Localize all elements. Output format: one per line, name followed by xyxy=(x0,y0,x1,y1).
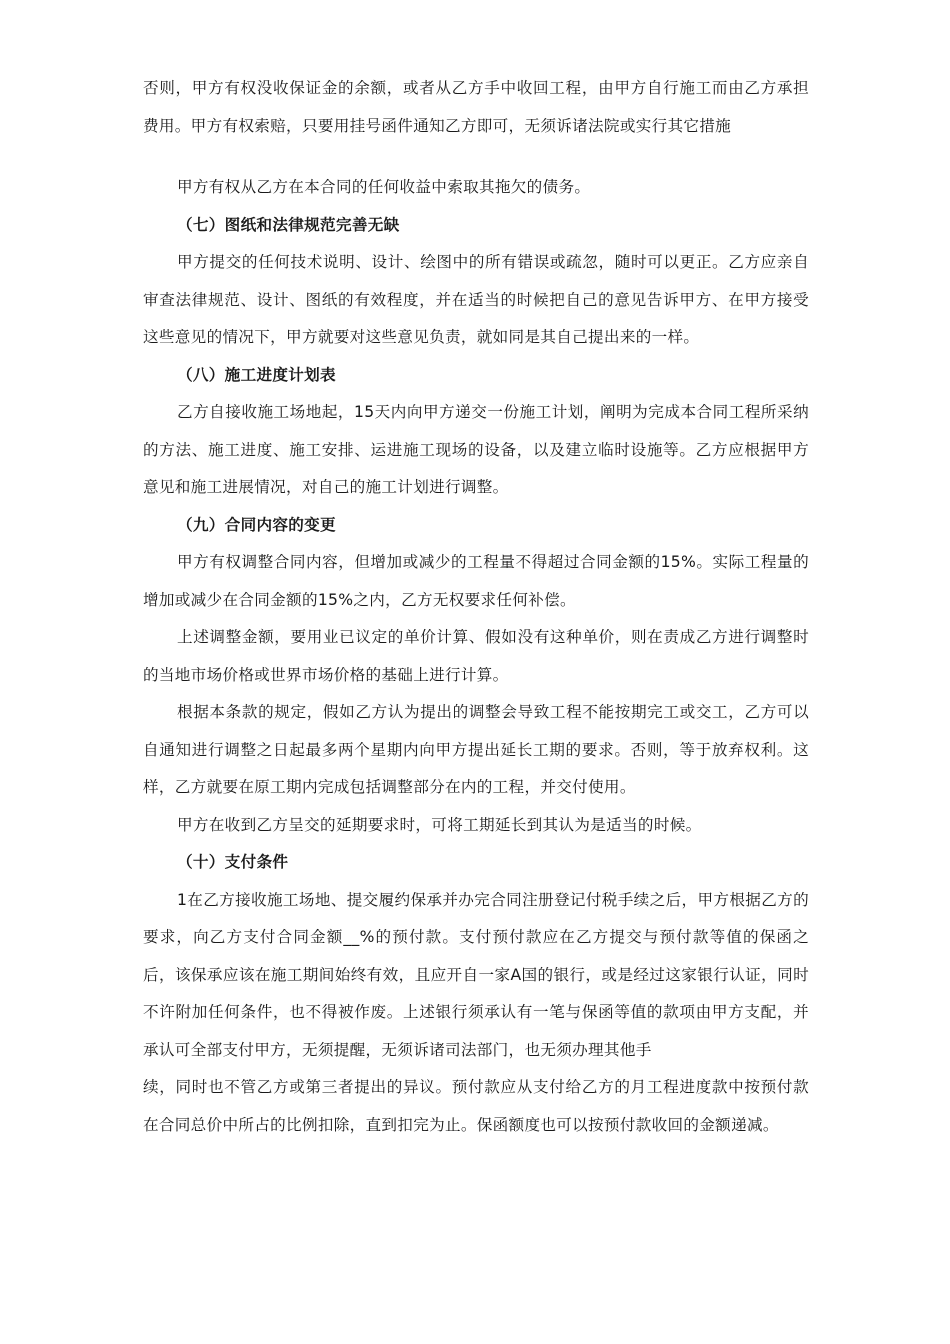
section-heading-8: （八）施工进度计划表 xyxy=(177,365,336,384)
paragraph-change-scope: 甲方有权调整合同内容，但增加或减少的工程量不得超过合同金额的15%。实际工程量的增加或减少在合同金额的15%之内，乙方无权要求任何补偿。 xyxy=(143,553,809,609)
paragraph-debt-recovery: 甲方有权从乙方在本合同的任何收益中索取其拖欠的债务。 xyxy=(177,178,591,196)
document-body xyxy=(143,70,809,1144)
section-heading-9: （九）合同内容的变更 xyxy=(177,515,336,534)
paragraph-advance-deduction: 续，同时也不管乙方或第三者提出的异议。预付款应从支付给乙方的月工程进度款中按预付款在合同总价中所占的比例扣除，直到扣完为止。保函额度也可以按预付款收回的金额递减。 xyxy=(143,1078,809,1134)
paragraph-drawings: 甲方提交的任何技术说明、设计、绘图中的所有错误或疏忽，随时可以更正。乙方应亲自审查法律规范、设计、图纸的有效程度，并在适当的时候把自己的意见告诉甲方、在甲方接受这些意见的情况下，甲方就要对这些意见负责，就如同是其自己提出来的一样。 xyxy=(143,253,809,346)
paragraph-forfeiture: 否则，甲方有权没收保证金的余额，或者从乙方手中收回工程，由甲方自行施工而由乙方承担费用。甲方有权索赔，只要用挂号函件通知乙方即可，无须诉诸法院或实行其它措施 xyxy=(143,79,809,135)
paragraph-adjustment-pricing: 上述调整金额，要用业已议定的单价计算、假如没有这种单价，则在责成乙方进行调整时的当地市场价格或世界市场价格的基础上进行计算。 xyxy=(143,628,809,684)
section-heading-7: （七）图纸和法律规范完善无缺 xyxy=(177,215,400,234)
paragraph-extension-grant: 甲方在收到乙方呈交的延期要求时，可将工期延长到其认为是适当的时候。 xyxy=(177,815,702,834)
paragraph-schedule: 乙方自接收施工场地起，15天内向甲方递交一份施工计划，阐明为完成本合同工程所采纳的方法、施工进度、施工安排、运进施工现场的设备，以及建立临时设施等。乙方应根据甲方意见和施工进展情况，对自己的施工计划进行调整。 xyxy=(143,403,809,496)
section-heading-10: （十）支付条件 xyxy=(177,853,289,871)
paragraph-advance-payment: 1在乙方接收施工场地、提交履约保承并办完合同注册登记付税手续之后，甲方根据乙方的要求，向乙方支付合同金额__%的预付款。支付预付款应在乙方提交与预付款等值的保函之后，该保承应该在施工期间始终有效，且应开自一家A国的银行，或是经过这家银行认证，同时不许附加任何条件，也不得被作废。上述银行须承认有一笔与保函等值的款项由甲方支配，并承认可全部支付甲方，无须提醒，无须诉诸司法部门，也无须办理其他手 xyxy=(143,890,809,1059)
paragraph-extension-request: 根据本条款的规定，假如乙方认为提出的调整会导致工程不能按期完工或交工，乙方可以自通知进行调整之日起最多两个星期内向甲方提出延长工期的要求。否则，等于放弃权利。这样，乙方就要在原工期内完成包括调整部分在内的工程，并交付使用。 xyxy=(143,703,809,796)
paragraph-gap xyxy=(143,145,809,169)
